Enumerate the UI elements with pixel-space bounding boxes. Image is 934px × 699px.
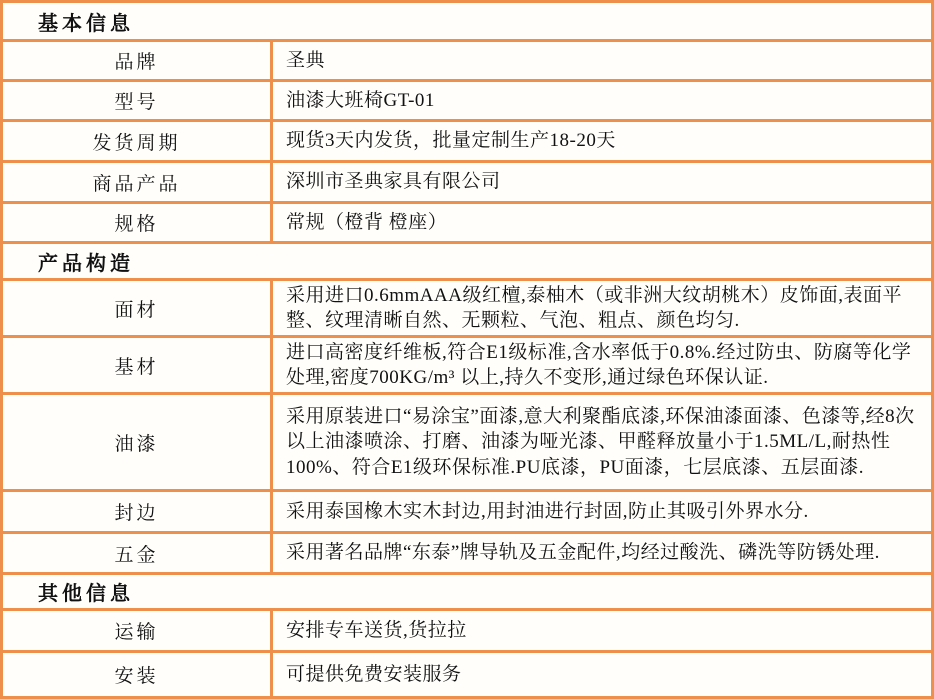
row-delivery-period — [3, 122, 931, 160]
row-value: 圣典 — [273, 42, 931, 79]
section-title-basic-info: 基本信息 — [3, 3, 931, 39]
row-paint — [3, 395, 931, 489]
row-value: 安排专车送货,货拉拉 — [273, 611, 931, 650]
row-label: 发货周期 — [3, 122, 270, 160]
row-value: 采用进口0.6mmAAA级红檀,泰柚木（或非洲大纹胡桃木）皮饰面,表面平整、纹理清晰自然、无颗粒、气泡、粗点、颜色均匀. — [273, 281, 931, 335]
section-row-construction — [3, 244, 931, 278]
row-specification — [3, 204, 931, 241]
row-brand — [3, 42, 931, 79]
row-value: 常规（橙背 橙座） — [273, 204, 931, 241]
section-title-other-info: 其他信息 — [3, 575, 931, 608]
row-base-material — [3, 338, 931, 392]
row-installation — [3, 653, 931, 696]
row-hardware — [3, 534, 931, 572]
row-label: 面材 — [3, 281, 270, 335]
row-label: 安装 — [3, 653, 270, 696]
row-label: 品牌 — [3, 42, 270, 79]
section-title-construction: 产品构造 — [3, 244, 931, 278]
row-value: 可提供免费安装服务 — [273, 653, 931, 696]
row-label: 油漆 — [3, 395, 270, 489]
row-label: 运输 — [3, 611, 270, 650]
row-value: 采用原装进口“易涂宝”面漆,意大利聚酯底漆,环保油漆面漆、色漆等,经8次以上油漆喷涂、打磨、油漆为哑光漆、甲醛释放量小于1.5ML/L,耐热性100%、符合E1级环保标准.PU底漆，PU面漆，七层底漆、五层面漆. — [273, 395, 931, 489]
row-label: 基材 — [3, 338, 270, 392]
row-value: 油漆大班椅GT-01 — [273, 82, 931, 119]
row-value: 深圳市圣典家具有限公司 — [273, 163, 931, 201]
row-value: 采用著名品牌“东泰”牌导轨及五金配件,均经过酸洗、磷洗等防锈处理. — [273, 534, 931, 572]
row-label: 封边 — [3, 492, 270, 531]
row-manufacturer — [3, 163, 931, 201]
row-value: 采用泰国橡木实木封边,用封油进行封固,防止其吸引外界水分. — [273, 492, 931, 531]
row-surface-material — [3, 281, 931, 335]
row-transport — [3, 611, 931, 650]
row-value: 进口高密度纤维板,符合E1级标准,含水率低于0.8%.经过防虫、防腐等化学处理,密度700KG/m³ 以上,持久不变形,通过绿色环保认证. — [273, 338, 931, 392]
row-model — [3, 82, 931, 119]
row-label: 型号 — [3, 82, 270, 119]
row-label: 五金 — [3, 534, 270, 572]
row-label: 商品产品 — [3, 163, 270, 201]
section-row-basic-info — [3, 3, 931, 39]
section-row-other-info — [3, 575, 931, 608]
row-label: 规格 — [3, 204, 270, 241]
row-edge-banding — [3, 492, 931, 531]
row-value: 现货3天内发货，批量定制生产18-20天 — [273, 122, 931, 160]
